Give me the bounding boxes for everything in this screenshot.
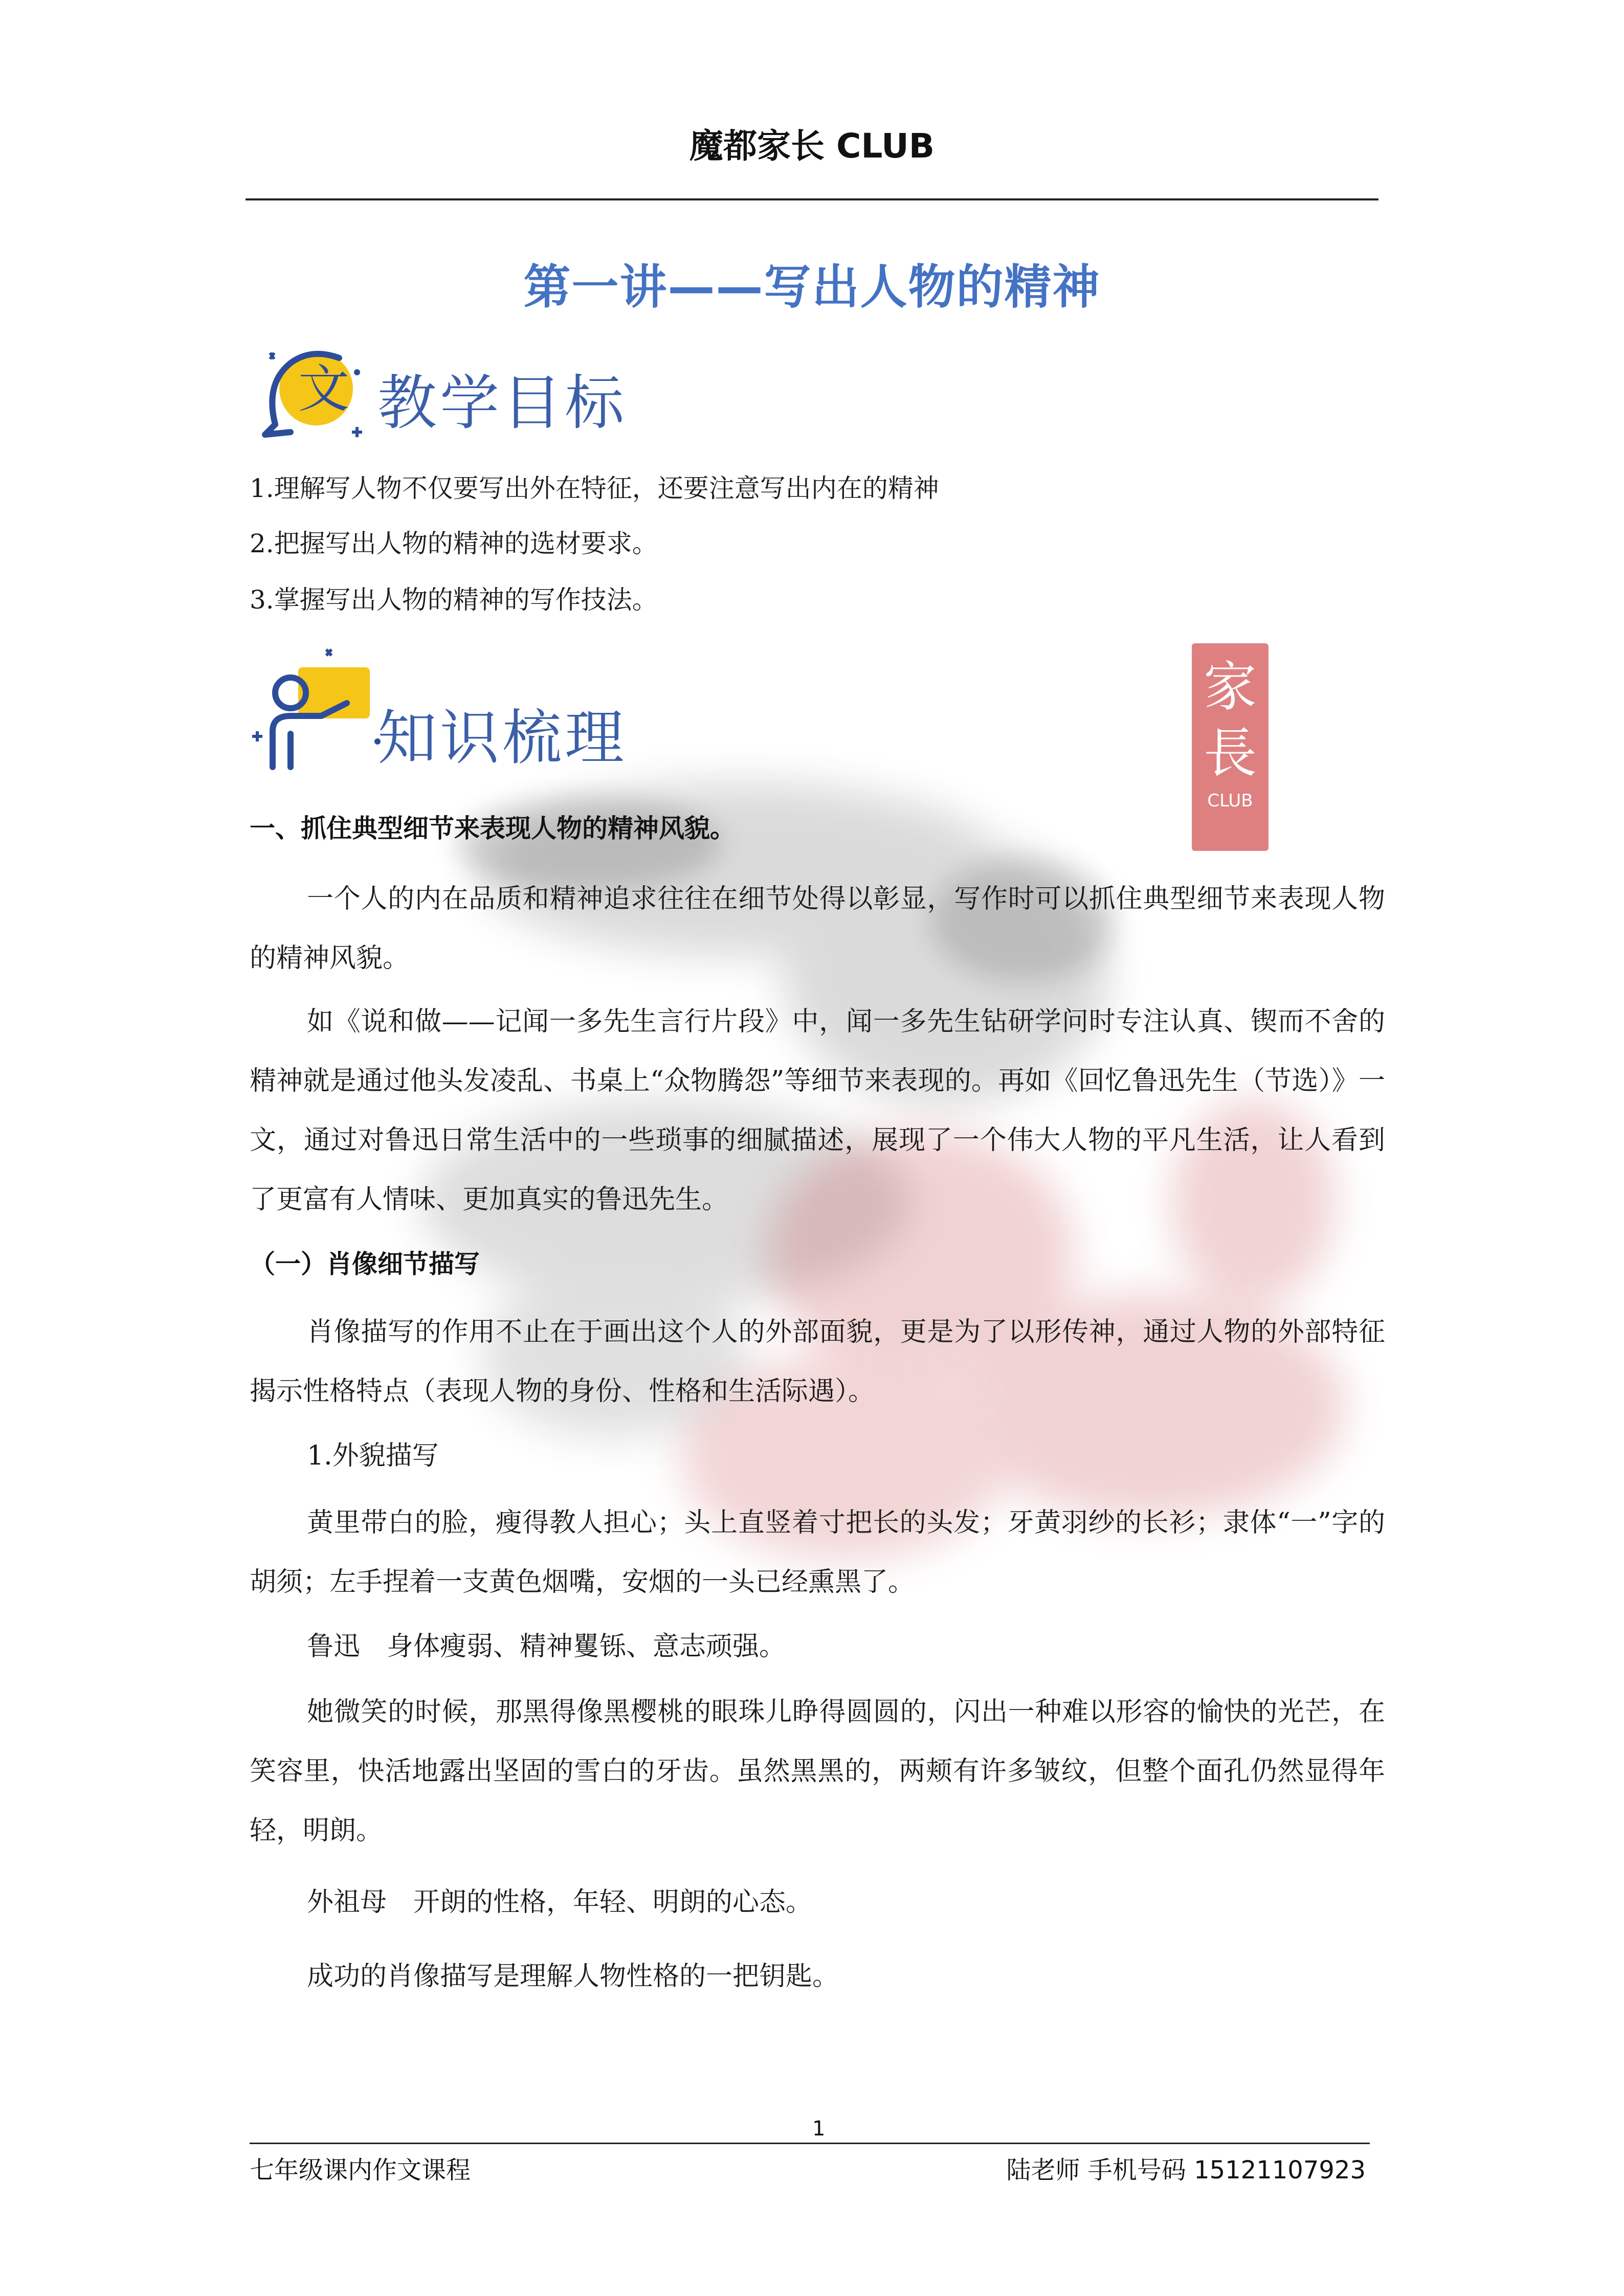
- footer-contact: 陆老师 手机号码 15121107923: [1006, 2156, 1366, 2185]
- paragraph-1: 一个人的内在品质和精神追求往往在细节处得以彰显，写作时可以抓住典型细节来表现人物的精神风貌。: [250, 884, 1385, 974]
- section-heading-1: 一、抓住典型细节来表现人物的精神风貌。: [250, 814, 736, 843]
- header-title: 魔都家长 CLUB: [689, 126, 935, 166]
- paragraph-2: 如《说和做——记闻一多先生言行片段》中，闻一多先生钻研学问时专注认真、锲而不舍的精神就是通过他头发凌乱、书桌上“众物腾怨”等细节来表现的。再如《回忆鲁迅先生（节选）》一文，通过对鲁迅日常生活中的一些琐事的细腻描述，展现了一个伟大人物的平凡生活，让人看到了更富有人情味、更加真实的鲁迅先生。: [250, 1006, 1385, 1215]
- presenter-board-icon: [250, 644, 383, 772]
- note-grandmother: 外祖母 开朗的性格，年轻、明朗的心态。: [307, 1887, 813, 1918]
- goals-banner-label: 教学目标: [377, 369, 627, 438]
- footer-rule: [250, 2143, 1370, 2144]
- seal-char-1: 家: [1203, 656, 1257, 718]
- goals-banner: [250, 332, 710, 450]
- wen-chat-icon: [250, 332, 372, 450]
- lesson-title: 第一讲——写出人物的精神: [523, 260, 1101, 314]
- goal-item-2: 2.把握写出人物的精神的选材要求。: [250, 529, 658, 558]
- seal-club: CLUB: [1207, 791, 1253, 811]
- paragraph-3: 肖像描写的作用不止在于画出这个人的外部面貌，更是为了以形传神，通过人物的外部特征揭示性格特点（表现人物的身份、性格和生活际遇）。: [250, 1317, 1385, 1407]
- svg-text:文: 文: [298, 359, 349, 419]
- paragraph-6: 成功的肖像描写是理解人物性格的一把钥匙。: [307, 1961, 839, 1992]
- knowledge-banner-label: 知识梳理: [377, 704, 627, 773]
- jiazhang-seal: [1192, 643, 1269, 851]
- goal-item-1: 1.理解写人物不仅要写出外在特征，还要注意写出内在的精神: [250, 474, 939, 503]
- header-rule: [246, 198, 1378, 200]
- subheading-portrait: （一）肖像细节描写: [250, 1249, 480, 1279]
- note-luxun: 鲁迅 身体瘦弱、精神矍铄、意志顽强。: [307, 1631, 786, 1662]
- paragraph-4: 黄里带白的脸，瘦得教人担心；头上直竖着寸把长的头发；牙黄羽纱的长衫；隶体“一”字的胡须；左手捏着一支黄色烟嘴，安烟的一头已经熏黑了。: [250, 1507, 1385, 1597]
- knowledge-banner: [250, 644, 710, 772]
- goal-item-3: 3.掌握写出人物的精神的写作技法。: [250, 585, 658, 615]
- footer-course: 七年级课内作文课程: [250, 2156, 471, 2185]
- seal-char-2: 長: [1203, 722, 1257, 784]
- paragraph-5: 她微笑的时候，那黑得像黑樱桃的眼珠儿睁得圆圆的，闪出一种难以形容的愉快的光芒，在笑容里，快活地露出坚固的雪白的牙齿。虽然黑黑的，两颊有许多皱纹，但整个面孔仍然显得年轻，明朗。: [250, 1697, 1385, 1846]
- page-number: 1: [812, 2117, 826, 2141]
- item-appearance: 1.外貌描写: [307, 1440, 439, 1471]
